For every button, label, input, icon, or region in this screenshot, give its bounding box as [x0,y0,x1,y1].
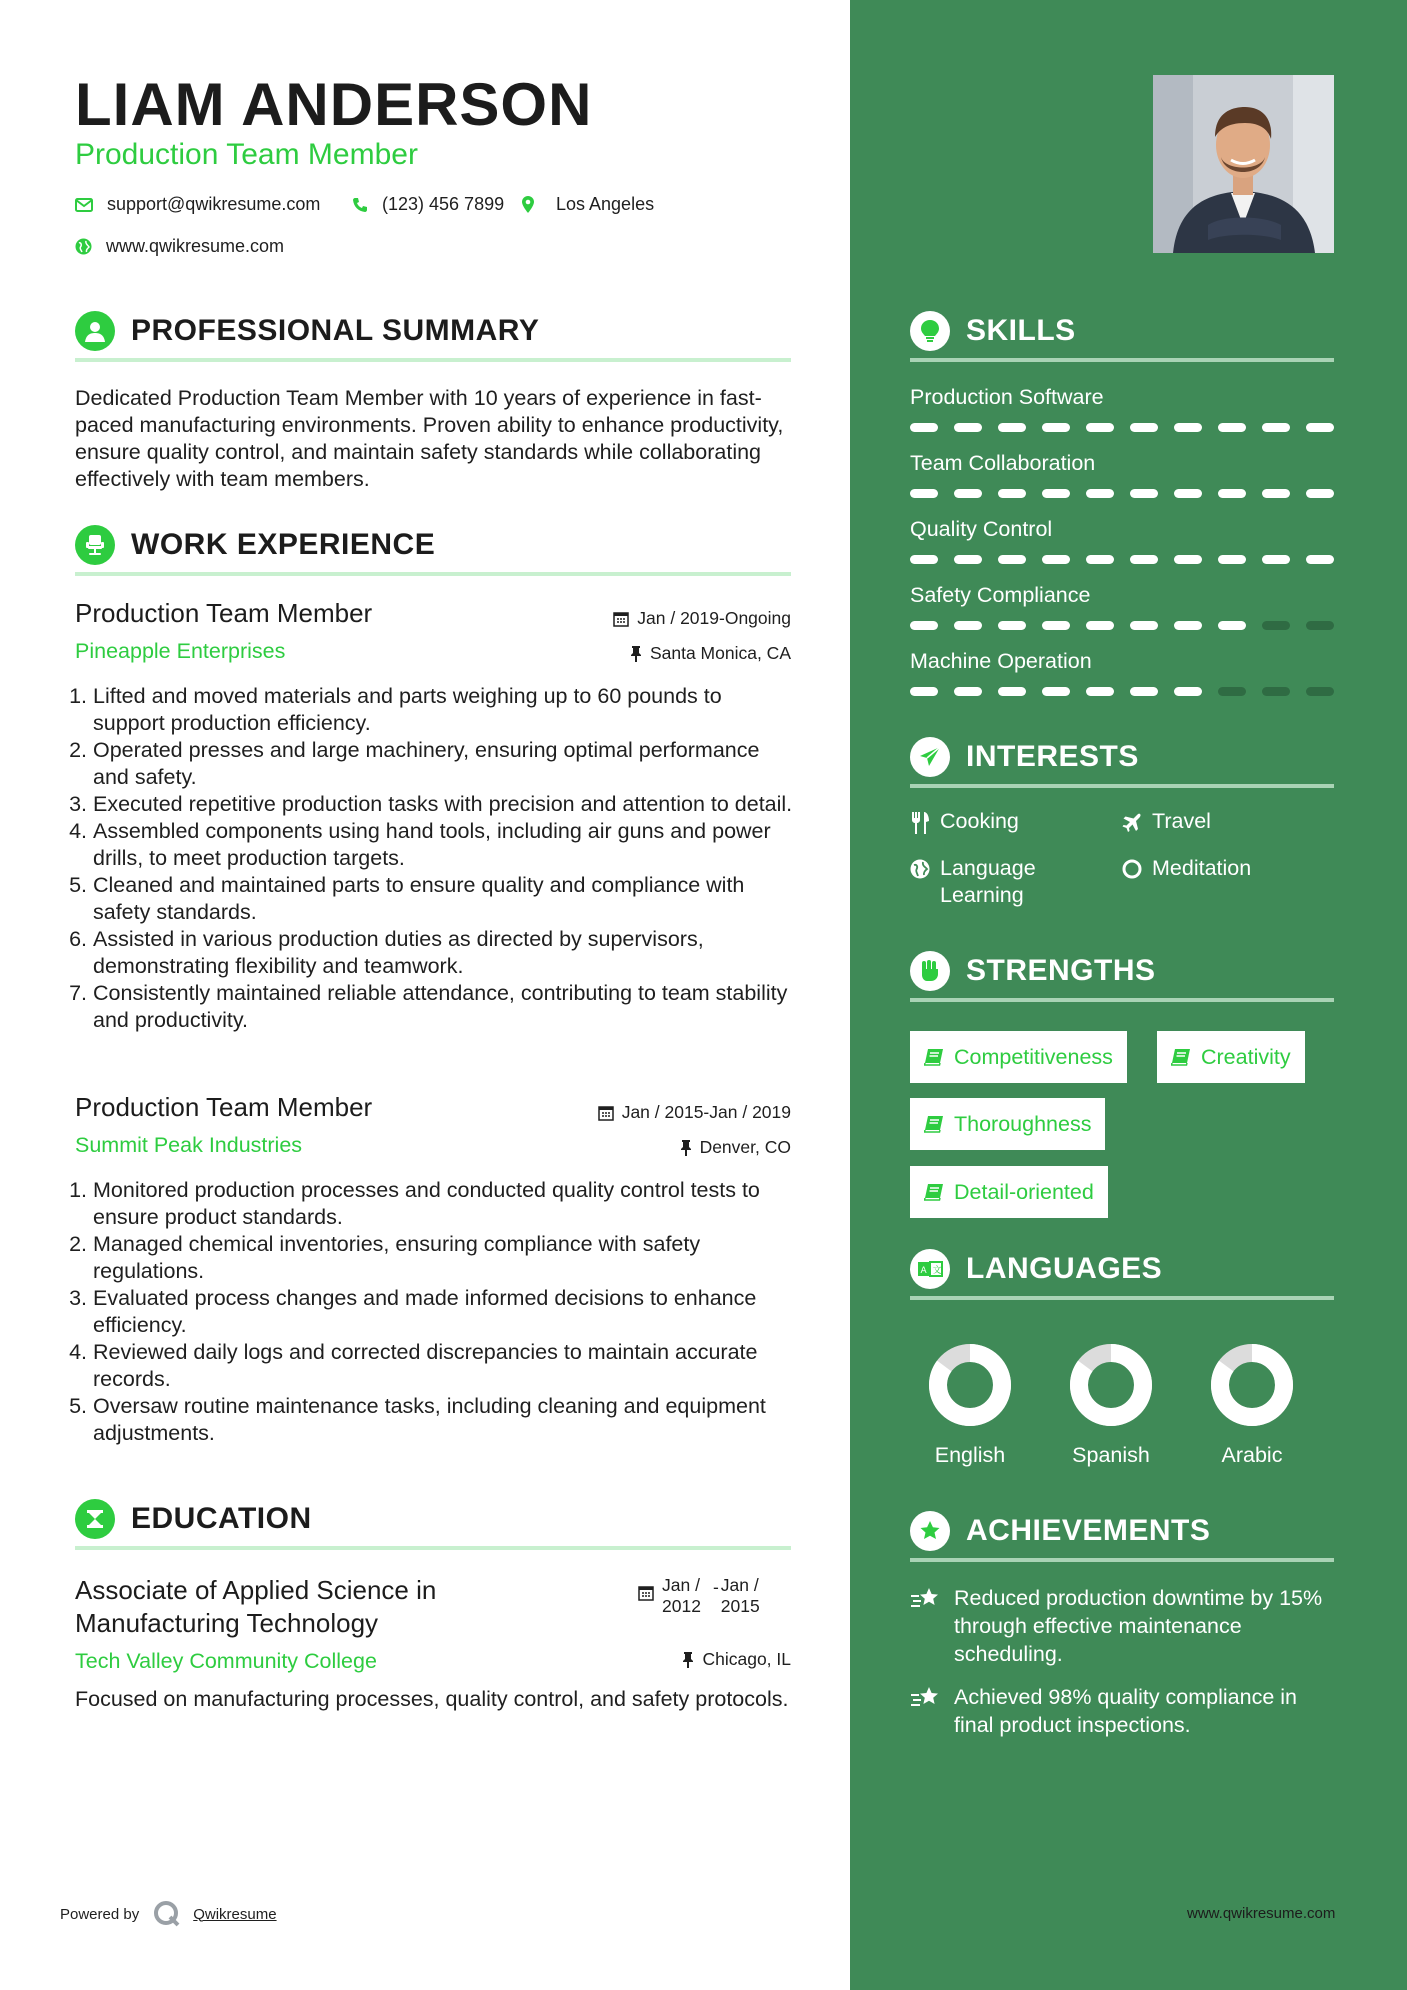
skill-level-bar [910,555,1334,565]
education-section-header [75,1500,791,1550]
book-icon [924,1048,944,1066]
skill-level-bar [910,621,1334,631]
skill-level-bar [910,489,1334,499]
job-1-location: Santa Monica, CA [630,643,791,664]
skill-level-dash [1174,423,1202,432]
language-label: Spanish [1072,1443,1150,1467]
skills-title: SKILLS [966,314,1076,347]
shooting-star-icon [910,1586,942,1612]
skill-level-dash [1086,555,1114,564]
job-1-dates: Jan / 2019-Ongoing [613,608,791,629]
candidate-role: Production Team Member [75,138,418,171]
list-item: 5. Cleaned and maintained parts to ensure quality and compliance with safety standards. [93,872,795,926]
job-1-company: Pineapple Enterprises [75,639,286,663]
skill-level-dash [1042,555,1070,564]
lightbulb-icon [910,311,950,351]
list-item: 1. Lifted and moved materials and parts weighing up to 60 pounds to support production efficiency. [93,683,795,737]
skill-level-dash [1262,621,1290,630]
skill-level-dash [1262,489,1290,498]
strength-chip: Thoroughness [910,1098,1105,1150]
user-icon [75,311,115,351]
job-1-title: Production Team Member [75,598,373,628]
list-item: 7. Consistently maintained reliable attendance, contributing to team stability and productivity. [93,980,795,1034]
skill-level-dash [910,555,938,564]
qwikresume-link[interactable]: Qwikresume [193,1905,277,1923]
calendar-icon [613,611,629,627]
paper-plane-icon [910,737,950,777]
interest-language-learning [910,855,1036,909]
skills-section-header [910,312,1334,362]
summary-title: PROFESSIONAL SUMMARY [131,314,540,347]
skill-level-dash [1306,687,1334,696]
globe-icon [910,859,930,879]
skill-level-dash [910,423,938,432]
skill-level-dash [1218,423,1246,432]
list-item: 5. Oversaw routine maintenance tasks, including cleaning and equipment adjustments. [93,1393,795,1447]
skill-level-dash [998,489,1026,498]
skill-level-dash [1086,489,1114,498]
interests-title: INTERESTS [966,740,1139,773]
skill-level-dash [1130,687,1158,696]
book-icon [1171,1048,1191,1066]
candidate-name: LIAM ANDERSON [75,71,593,138]
graduate-icon [75,1499,115,1539]
strength-chip: Competitiveness [910,1031,1127,1083]
skill-level-dash [954,489,982,498]
pushpin-icon [680,1140,692,1156]
skill-level-dash [1130,621,1158,630]
skill-level-dash [1042,423,1070,432]
interest-travel: Travel [1122,808,1211,835]
skill-level-dash [1042,489,1070,498]
skill-level-dash [1130,423,1158,432]
education-dates: Jan / 2012 - Jan / 2015 [638,1575,760,1617]
job-2-bullets [75,1177,795,1447]
skill-name: Safety Compliance [910,583,1091,607]
email-text: support@qwikresume.com [107,194,321,214]
skill-level-dash [1130,489,1158,498]
interest-cooking: Cooking [910,808,1019,835]
skill-level-dash [1174,489,1202,498]
profile-photo [1153,75,1334,253]
qwikresume-logo-icon [153,1900,181,1928]
education-end: Jan / 2015 [720,1575,760,1616]
website-text: www.qwikresume.com [106,236,285,256]
strength-chip: Detail-oriented [910,1166,1108,1218]
svg-text:A: A [920,1266,927,1276]
skill-level-dash [1218,555,1246,564]
interest-language-label: Language Learning [940,856,1036,907]
skill-level-dash [1086,423,1114,432]
powered-by: Powered by Qwikresume [60,1900,277,1928]
phone-icon [352,197,368,213]
job-2-location: Denver, CO [680,1137,791,1158]
book-icon [924,1115,944,1133]
skill-name: Machine Operation [910,649,1092,673]
experience-title: WORK EXPERIENCE [131,528,436,561]
skill-level-dash [1086,687,1114,696]
list-item: 6. Assisted in various production duties as directed by supervisors, demonstrating flexibility and teamwork. [93,926,795,980]
job-2-title: Production Team Member [75,1092,373,1122]
strengths-title: STRENGTHS [966,954,1156,987]
language-translate-icon [910,1249,950,1289]
job-1-bullets [75,683,795,1034]
job-2-company: Summit Peak Industries [75,1133,303,1157]
education-start: Jan / 2012 [662,1575,701,1616]
skill-level-dash [1306,423,1334,432]
skill-level-dash [1174,555,1202,564]
skill-level-dash [1262,423,1290,432]
skill-level-dash [998,687,1026,696]
skill-level-dash [1262,555,1290,564]
skill-level-dash [1174,687,1202,696]
school-name: Tech Valley Community College [75,1649,377,1673]
skill-level-dash [1130,555,1158,564]
skill-level-dash [1042,687,1070,696]
interest-meditation: Meditation [1122,855,1251,882]
svg-text:文: 文 [932,1266,942,1276]
skill-level-dash [998,555,1026,564]
skill-level-dash [998,621,1026,630]
footer-url[interactable]: www.qwikresume.com [1187,1905,1336,1922]
skill-level-dash [1306,621,1334,630]
globe-icon [75,238,92,255]
skill-name: Production Software [910,385,1104,409]
education-text: Focused on manufacturing processes, quality control, and safety protocols. [75,1687,789,1711]
languages-title: LANGUAGES [966,1252,1163,1285]
skill-level-dash [954,621,982,630]
languages-section-header [910,1250,1334,1300]
skill-level-dash [910,621,938,630]
contact-email[interactable] [75,194,320,215]
office-chair-icon [75,525,115,565]
utensils-icon [910,812,930,834]
language-label: English [934,1443,1006,1467]
map-pin-icon [522,196,534,213]
list-item: 4. Reviewed daily logs and corrected discrepancies to maintain accurate records. [93,1339,795,1393]
skill-level-dash [1218,687,1246,696]
pushpin-icon [682,1652,694,1668]
phone-text: (123) 456 7899 [382,194,505,214]
raised-fist-icon [910,951,950,991]
skill-level-dash [1218,489,1246,498]
skill-level-dash [1306,489,1334,498]
strength-chip: Creativity [1157,1031,1305,1083]
contact-phone[interactable] [352,194,504,215]
skill-level-dash [1174,621,1202,630]
skill-name: Team Collaboration [910,451,1096,475]
skill-level-bar [910,687,1334,697]
skill-level-dash [1086,621,1114,630]
skill-level-dash [910,687,938,696]
contact-location [522,194,654,215]
achievements-section-header [910,1512,1334,1562]
skill-level-dash [1042,621,1070,630]
list-item: 2. Operated presses and large machinery, ensuring optimal performance and safety. [93,737,795,791]
summary-text: Dedicated Production Team Member with 10 years of experience in fast-paced manufacturing environments. Proven ability to enhance productivity, ensure quality control, and maintain safety standards while collaborating effectively with team members. [75,386,784,491]
skill-level-dash [954,555,982,564]
book-icon [924,1183,944,1201]
skill-level-dash [1218,621,1246,630]
experience-section-header [75,526,791,576]
shooting-star-icon [910,1685,942,1711]
list-item: 4. Assembled components using hand tools, including air guns and power drills, to meet production targets. [93,818,795,872]
skill-name: Quality Control [910,517,1053,541]
star-badge-icon [910,1511,950,1551]
pushpin-icon [630,646,642,662]
strengths-section-header [910,952,1334,1002]
job-2-dates: Jan / 2015-Jan / 2019 [598,1102,791,1123]
skill-level-dash [1262,687,1290,696]
skill-level-bar [910,423,1334,433]
list-item: 3. Evaluated process changes and made informed decisions to enhance efficiency. [93,1285,795,1339]
airplane-icon [1122,812,1142,832]
envelope-icon [75,198,93,212]
skill-level-dash [910,489,938,498]
achievements-title: ACHIEVEMENTS [966,1514,1211,1547]
skill-level-dash [1306,555,1334,564]
education-location: Chicago, IL [682,1649,791,1670]
degree-title: Associate of Applied Science in Manufacturing Technology [75,1575,437,1638]
list-item: 1. Monitored production processes and conducted quality control tests to ensure product standards. [93,1177,795,1231]
achievement-item: Reduced production downtime by 15% through effective maintenance scheduling. [910,1584,1340,1668]
skill-level-dash [954,423,982,432]
list-item: 2. Managed chemical inventories, ensuring compliance with safety regulations. [93,1231,795,1285]
contact-website[interactable] [75,236,284,257]
location-text: Los Angeles [556,194,655,214]
calendar-icon [598,1105,614,1121]
education-title: EDUCATION [131,1502,312,1535]
interests-section-header [910,738,1334,788]
list-item: 3. Executed repetitive production tasks with precision and attention to detail. [93,791,795,818]
language-label: Arabic [1221,1443,1283,1467]
achievement-item: Achieved 98% quality compliance in final product inspections. [910,1683,1340,1739]
language-rings [850,1330,1407,1440]
skill-level-dash [954,687,982,696]
skill-level-dash [998,423,1026,432]
circle-icon [1122,859,1142,879]
summary-section-header [75,312,791,362]
calendar-icon [638,1585,654,1601]
